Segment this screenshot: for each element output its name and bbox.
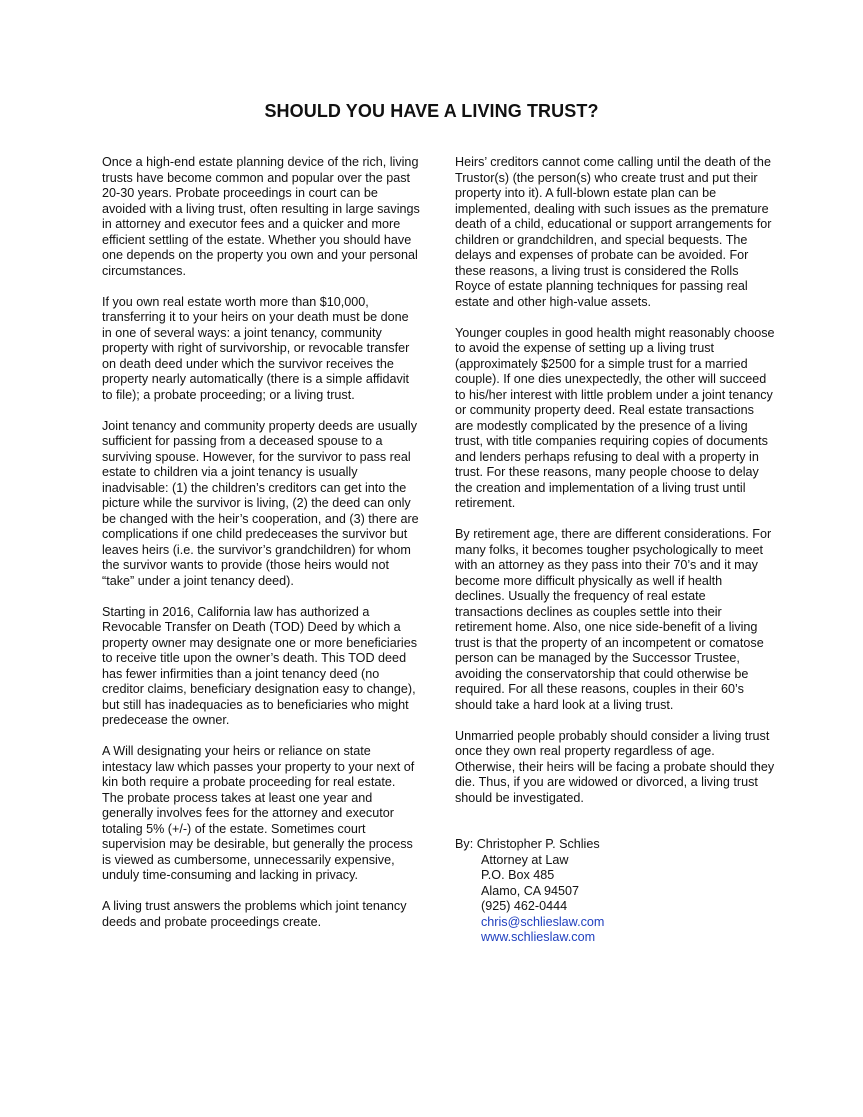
signature-role: Attorney at Law xyxy=(481,852,569,867)
right-column xyxy=(455,155,775,946)
paragraph-real-estate-transfer: If you own real estate worth more than $10,000, transferring it to your heirs on your death must be done in one of several ways: a joint tenancy, community property with right of survivorship, or revocable transfer on death deed under which the survivor receives the property nearly automatically (there is a simple affidavit to file); a probate proceeding; or a living trust. xyxy=(102,294,410,402)
paragraph-tod-deed: Starting in 2016, California law has authorized a Revocable Transfer on Death (TOD) Deed by which a property owner may designate one or more beneficiaries to receive title upon the owner’s death. This TOD deed has fewer infirmities than a joint tenancy deed (no creditor claims, beneficiary designation easy to change), but still has inadequacies as to beneficiaries who might predecease the owner. xyxy=(102,604,418,727)
signature-block xyxy=(455,837,775,946)
website-link[interactable]: www.schlieslaw.com xyxy=(481,930,596,944)
signature-po-box: P.O. Box 485 xyxy=(481,868,555,882)
paragraph-living-trust-answer: A living trust answers the problems which joint tenancy deeds and probate proceedings create. xyxy=(102,899,407,929)
page-title: SHOULD YOU HAVE A LIVING TRUST? xyxy=(264,101,599,121)
signature-phone: (925) 462-0444 xyxy=(481,899,568,913)
left-column xyxy=(102,155,420,946)
paragraph-unmarried-people: Unmarried people probably should consider a living trust once they own real property regardless of age. Otherwise, their heirs will be facing a probate should they die. Thus, if you are widowed or divorced, a living trust should be investigated. xyxy=(455,728,775,805)
paragraph-retirement-age: By retirement age, there are different considerations. For many folks, it becomes tougher psychologically to meet with an attorney as they pass into their 70’s and it may become more difficult physically as well if health declines. Usually the frequency of real estate transactions declines as couples settle into their retirement home. Also, one nice side-benefit of a living trust is that the property of an incompetent or comatose person can be managed by the Successor Trustee, avoiding the conservatorship that could otherwise be required. For all these reasons, couples in their 60’s should take a hard look at a living trust. xyxy=(455,527,772,712)
paragraph-heirs-creditors: Heirs’ creditors cannot come calling until the death of the Trustor(s) (the person(s) who create trust and put their property into it). A full-blown estate plan can be implemented, dealing with such issues as the premature death of a child, educational or support arrangements for children or grandchildren, and special bequests. The delays and expenses of probate can be avoided. For these reasons, a living trust is considered the Rolls Royce of estate planning techniques for passing real estate and other high-value assets. xyxy=(455,155,772,309)
paragraph-intro: Once a high-end estate planning device of the rich, living trusts have become common and popular over the past 20-30 years. Probate proceedings in court can be avoided with a living trust, often resulting in large savings in attorney and executor fees and a quicker and more efficient settling of the estate. Whether you should have one depends on the property you own and your personal circumstances. xyxy=(102,155,420,278)
paragraph-younger-couples: Younger couples in good health might reasonably choose to avoid the expense of setting up a living trust (approximately $2500 for a simple trust for a married couple). If one dies unexpectedly, the other will succeed to his/her interest with little problem under a joint tenancy or community property deed. Real estate transactions are modestly complicated by the presence of a living trust, with title companies requiring copies of documents and lenders perhaps refusing to deal with a property in trust. For these reasons, many people choose to delay the creation and implementation of a living trust until retirement. xyxy=(455,325,775,510)
paragraph-will-probate: A Will designating your heirs or reliance on state intestacy law which passes your property to your next of kin both require a probate proceeding for real estate. The probate process takes at least one year and generally involves fees for the attorney and executor totaling 5% (+/-) of the estate. Sometimes court supervision may be desirable, but generally the process is viewed as cumbersome, unnecessarily expensive, unduly time-consuming and lacking in privacy. xyxy=(102,744,415,882)
signature-city: Alamo, CA 94507 xyxy=(481,883,580,898)
paragraph-joint-tenancy: Joint tenancy and community property deeds are usually sufficient for passing from a deceased spouse to a surviving spouse. However, for the survivor to pass real estate to children via a joint tenancy is usually inadvisable: (1) the children’s creditors can get into the picture while the survivor is living, (2) the deed can only be changed with the heir’s cooperation, and (3) there are complications if one child predeceases the survivor but leaves heirs (i.e. the survivor’s grandchildren) for whom the survivor wants to provide (those heirs would not “take” under a joint tenancy deed). xyxy=(102,418,419,588)
signature-author: By: Christopher P. Schlies xyxy=(455,837,600,851)
email-link[interactable]: chris@schlieslaw.com xyxy=(481,914,605,929)
